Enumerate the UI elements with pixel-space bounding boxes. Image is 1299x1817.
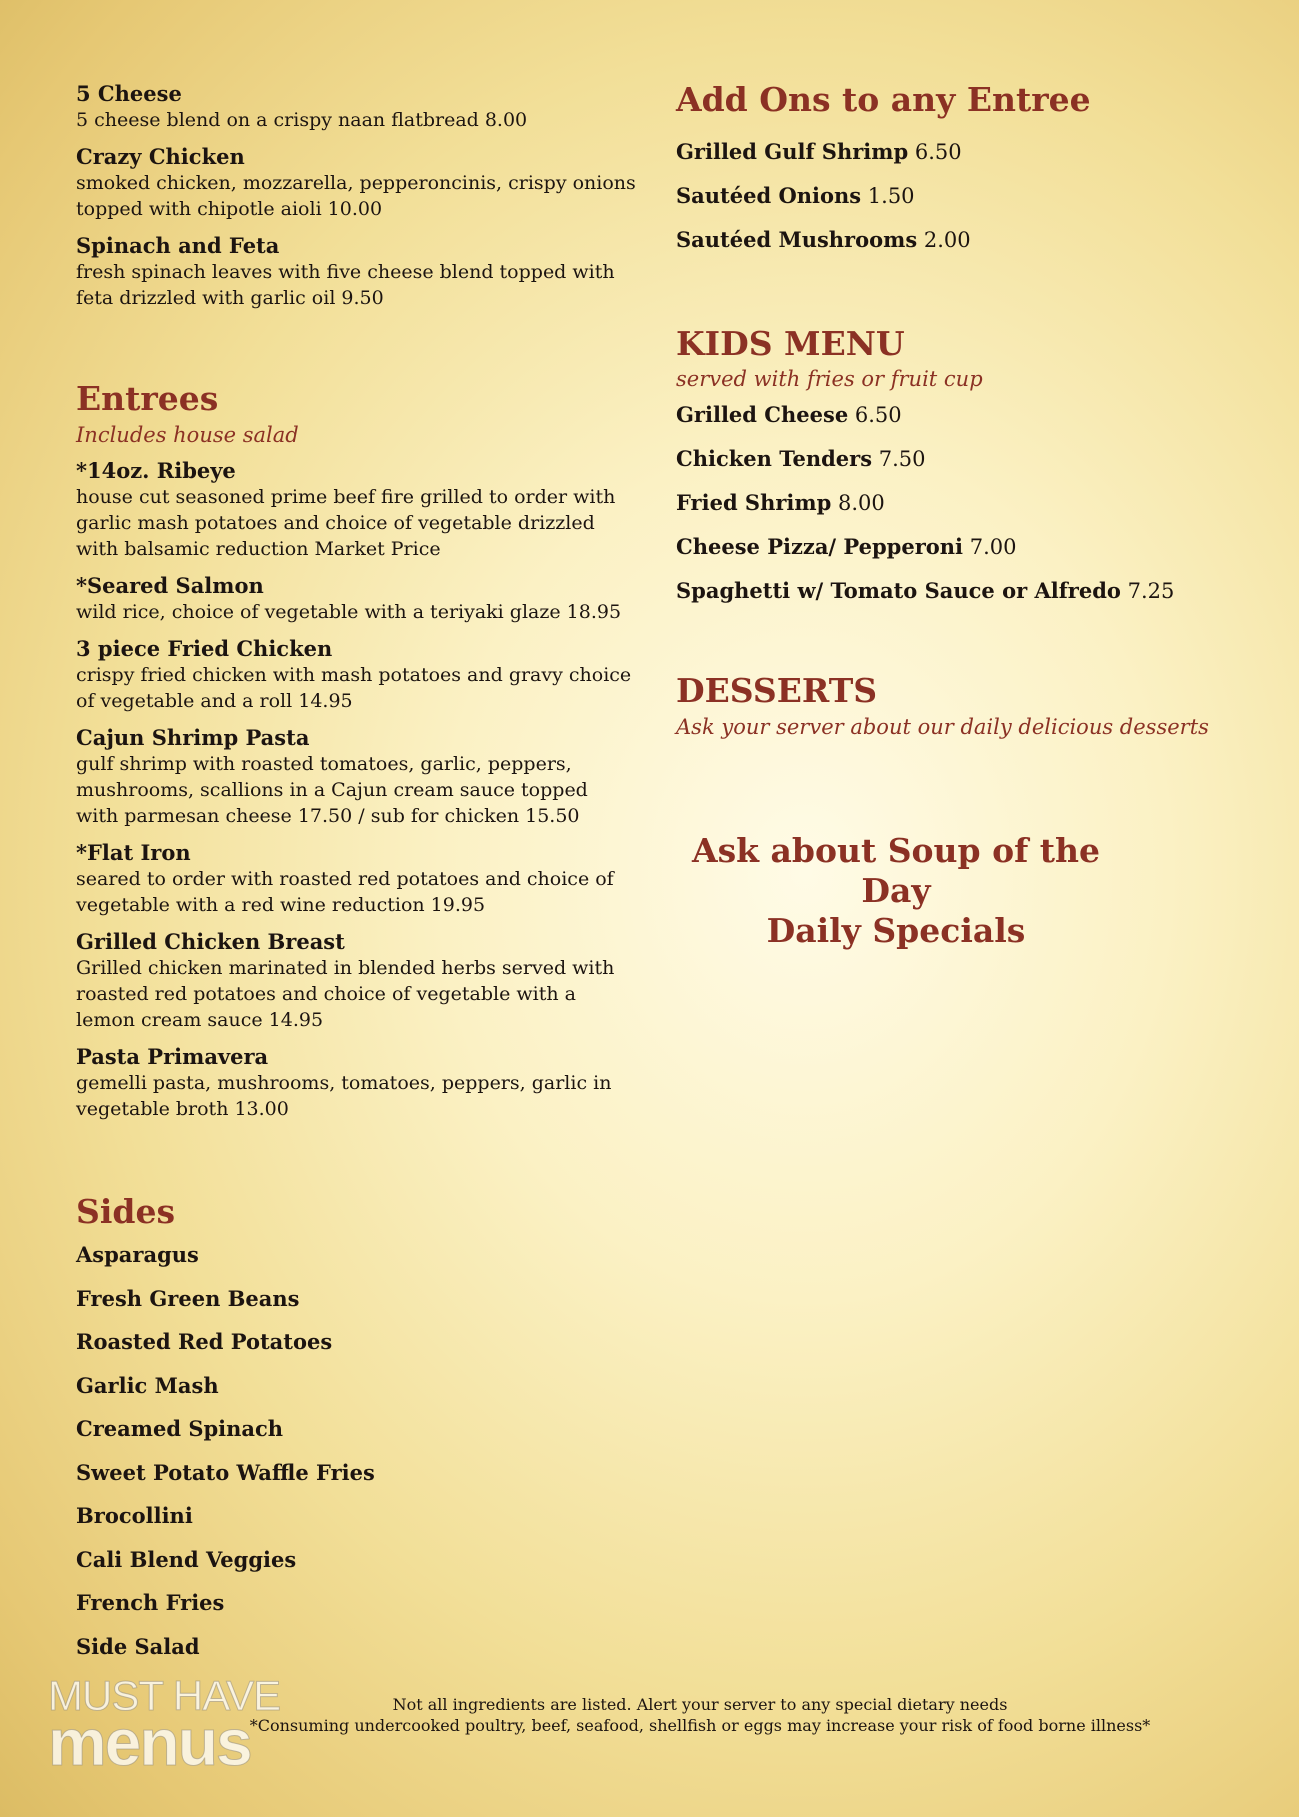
item-name: Sautéed Onions	[676, 182, 862, 208]
kids-item	[676, 445, 1236, 473]
daily-specials: Daily Specials	[766, 910, 1026, 950]
side-item: Side Salad	[76, 1633, 200, 1659]
addon-item	[676, 182, 1236, 210]
footer-disclaimer	[200, 1694, 1200, 1736]
desserts-subtitle: Ask your server about our daily delicious desserts	[676, 714, 1209, 739]
item-name: Fried Shrimp	[676, 490, 832, 516]
item-name: Sautéed Mushrooms	[676, 226, 918, 252]
addon-item	[676, 226, 1236, 254]
kids-item	[676, 489, 1236, 517]
menu-item	[76, 80, 636, 133]
addons-title: Add Ons to any Entree	[676, 80, 1091, 119]
item-desc: seared to order with roasted red potatoes and choice of vegetable with a red wine reduction 19.95	[76, 867, 614, 916]
item-name: Chicken Tenders	[676, 446, 873, 472]
menu-item	[76, 143, 636, 222]
item-price: 7.25	[1127, 579, 1175, 604]
item-price: 6.50	[914, 139, 962, 164]
menu-item	[76, 457, 636, 562]
item-desc: crispy fried chicken with mash potatoes and gravy choice of vegetable and a roll 14.95	[76, 663, 632, 712]
item-desc: gemelli pasta, mushrooms, tomatoes, peppers, garlic in vegetable broth 13.00	[76, 1071, 612, 1120]
item-name: Spaghetti w/ Tomato Sauce or Alfredo	[676, 578, 1121, 604]
item-price: 2.00	[923, 227, 971, 252]
item-name: *Seared Salmon	[76, 572, 264, 598]
item-name: Grilled Gulf Shrimp	[676, 138, 909, 164]
side-item: French Fries	[76, 1590, 225, 1616]
side-item: Roasted Red Potatoes	[76, 1329, 333, 1355]
desserts-title: DESSERTS	[676, 671, 878, 711]
entrees-title: Entrees	[76, 379, 219, 418]
consumption-warning: *Consuming undercooked poultry, beef, seafood, shellfish or eggs may increase your risk of food borne illness*	[249, 1716, 1151, 1735]
item-name: Spinach and Feta	[76, 233, 280, 258]
item-name: Grilled Chicken Breast	[76, 928, 345, 954]
side-item: Garlic Mash	[76, 1372, 219, 1398]
side-item: Sweet Potato Waffle Fries	[76, 1459, 375, 1485]
item-name: Crazy Chicken	[76, 144, 245, 169]
menu-item	[76, 839, 636, 918]
menu-item	[76, 232, 636, 311]
item-desc: Grilled chicken marinated in blended herbs served with roasted red potatoes and choice of vegetable with a lemon cream sauce 14.95	[76, 956, 615, 1031]
kids-item	[676, 401, 1236, 429]
entrees-subtitle: Includes house salad	[76, 422, 299, 447]
item-desc: smoked chicken, mozzarella, pepperoncinis, crispy onions topped with chipotle aioli 10.00	[76, 172, 636, 220]
side-item: Cali Blend Veggies	[76, 1546, 297, 1572]
item-name: Pasta Primavera	[76, 1043, 269, 1069]
soup-of-the-day: Ask about Soup of the Day	[691, 830, 1101, 910]
side-item: Fresh Green Beans	[76, 1285, 300, 1311]
addon-item	[676, 138, 1236, 166]
item-price: 7.50	[878, 447, 926, 472]
item-name: *14oz. Ribeye	[76, 457, 236, 483]
item-desc: 5 cheese blend on a crispy naan flatbread 8.00	[76, 109, 528, 131]
menu-item	[76, 724, 636, 829]
kids-title: KIDS MENU	[676, 323, 905, 363]
addons-section	[676, 80, 1236, 254]
item-name: Cheese Pizza/ Pepperoni	[676, 534, 964, 560]
desserts-section	[676, 671, 1236, 739]
menu-item	[76, 1043, 636, 1122]
kids-item	[676, 533, 1236, 561]
kids-section	[676, 324, 1236, 606]
item-price: 1.50	[867, 183, 915, 208]
watermark-line2: menus	[48, 1705, 251, 1779]
item-price: 6.50	[854, 403, 902, 428]
side-item: Creamed Spinach	[76, 1416, 284, 1442]
item-desc: wild rice, choice of vegetable with a teriyaki glaze 18.95	[76, 600, 622, 623]
right-column	[676, 80, 1236, 951]
sides-title: Sides	[76, 1191, 176, 1231]
entrees-section	[76, 379, 636, 1122]
kids-subtitle: served with fries or fruit cup	[676, 367, 983, 392]
side-item: Asparagus	[76, 1242, 199, 1268]
item-name: Grilled Cheese	[676, 402, 849, 428]
item-desc: gulf shrimp with roasted tomatoes, garlic, peppers, mushrooms, scallions in a Cajun cream sauce topped with parmesan cheese 17.50 / sub for chicken 15.50	[76, 752, 588, 827]
left-column	[76, 80, 636, 1676]
item-desc: fresh spinach leaves with five cheese blend topped with feta drizzled with garlic oil 9.50	[76, 261, 615, 309]
menu-item	[76, 635, 636, 714]
dietary-notice: Not all ingredients are listed. Alert your server to any special dietary needs	[392, 1695, 1008, 1714]
item-name: 5 Cheese	[76, 81, 182, 106]
menu-item	[76, 928, 636, 1033]
item-price: 7.00	[969, 535, 1017, 560]
kids-item	[676, 577, 1236, 605]
item-price: 8.00	[838, 491, 885, 516]
watermark-line1: MUST HAVE	[48, 1672, 281, 1719]
sides-section	[76, 1192, 636, 1660]
side-item: Brocollini	[76, 1503, 193, 1529]
item-name: Cajun Shrimp Pasta	[76, 724, 310, 750]
item-name: 3 piece Fried Chicken	[76, 635, 333, 661]
item-name: *Flat Iron	[76, 839, 191, 865]
menu-item	[76, 572, 636, 625]
item-desc: house cut seasoned prime beef fire grilled to order with garlic mash potatoes and choice of vegetable drizzled with balsamic reduction Market Price	[76, 485, 616, 560]
pizza-section	[76, 80, 636, 311]
specials-section	[676, 831, 1236, 951]
